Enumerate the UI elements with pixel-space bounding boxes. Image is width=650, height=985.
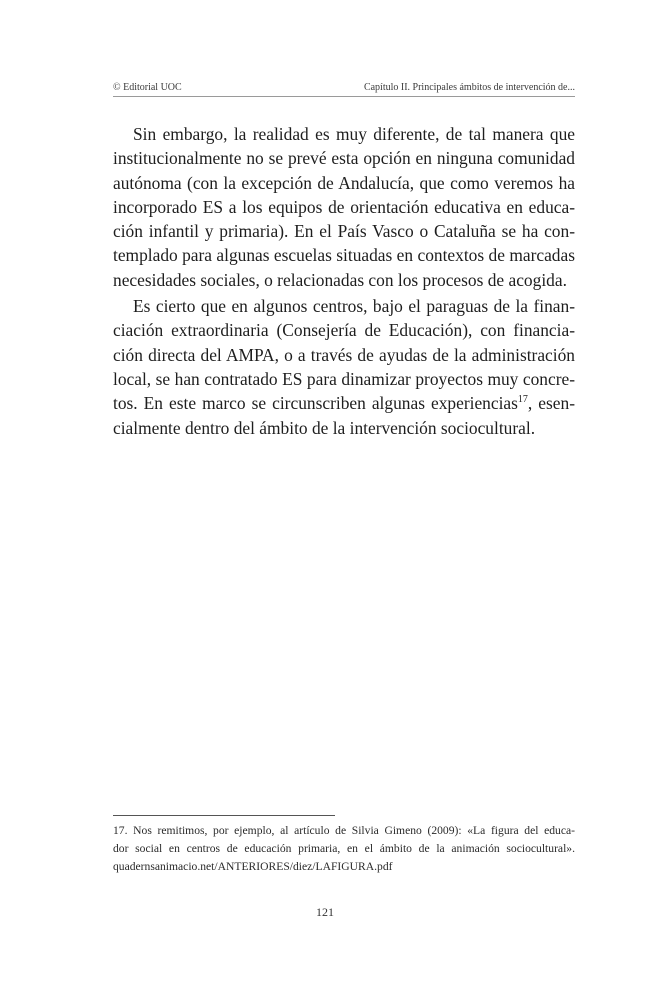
text-line: Sin embargo, la realidad es muy diferente, de tal manera que — [133, 124, 575, 144]
text-line: ciación extraordinaria (Consejería de Educación), con financia- — [113, 320, 575, 341]
page-number: 121 — [316, 905, 334, 919]
text-line: necesidades sociales, o relacionadas con los procesos de acogida. — [113, 269, 567, 290]
text-line: autónoma (con la excepción de Andalucía, que como veremos ha — [113, 172, 575, 193]
header-divider — [113, 96, 575, 97]
text-line: cialmente dentro del ámbito de la intervención sociocultural. — [113, 417, 536, 438]
text-line: incorporado ES a los equipos de orientación educativa en educa- — [113, 196, 575, 217]
running-header — [113, 82, 575, 93]
header-publisher: © Editorial UOC — [113, 82, 182, 93]
text-line: ción infantil y primaria). En el País Vasco o Cataluña se ha con- — [113, 221, 575, 242]
paragraph-2 — [113, 294, 575, 440]
footnote-divider — [113, 815, 335, 816]
text-line: ción directa del AMPA, o a través de ayudas de la administración — [113, 344, 575, 365]
text-line: Es cierto que en algunos centros, bajo el paraguas de la finan- — [133, 296, 575, 317]
paragraph-1 — [113, 122, 575, 292]
footnote-reference[interactable]: 17 — [517, 394, 528, 406]
text-line: templado para algunas escuelas situadas en contextos de marcadas — [113, 245, 575, 266]
body-text — [113, 122, 575, 442]
text-segment: tos. En este marco se circunscriben algunas experiencias — [113, 393, 518, 414]
text-line: local, se han contratado ES para dinamizar proyectos muy concre- — [113, 368, 575, 389]
text-line-with-footnote — [113, 391, 575, 415]
footnote — [113, 822, 575, 876]
text-line: institucionalmente no se prevé esta opción en ninguna comunidad — [113, 148, 575, 169]
footnote-line: 17. Nos remitimos, por ejemplo, al artículo de Silvia Gimeno (2009): «La figura del educa- — [113, 824, 575, 837]
header-chapter-title: Capítulo II. Principales ámbitos de intervención de... — [363, 82, 575, 93]
footnote-link[interactable]: quadernsanimacio.net/ANTERIORES/diez/LAFIGURA.pdf — [113, 860, 393, 873]
text-segment: , esen- — [527, 393, 575, 414]
footnote-line: dor social en centros de educación primaria, en el ámbito de la animación sociocultural». — [113, 842, 575, 855]
